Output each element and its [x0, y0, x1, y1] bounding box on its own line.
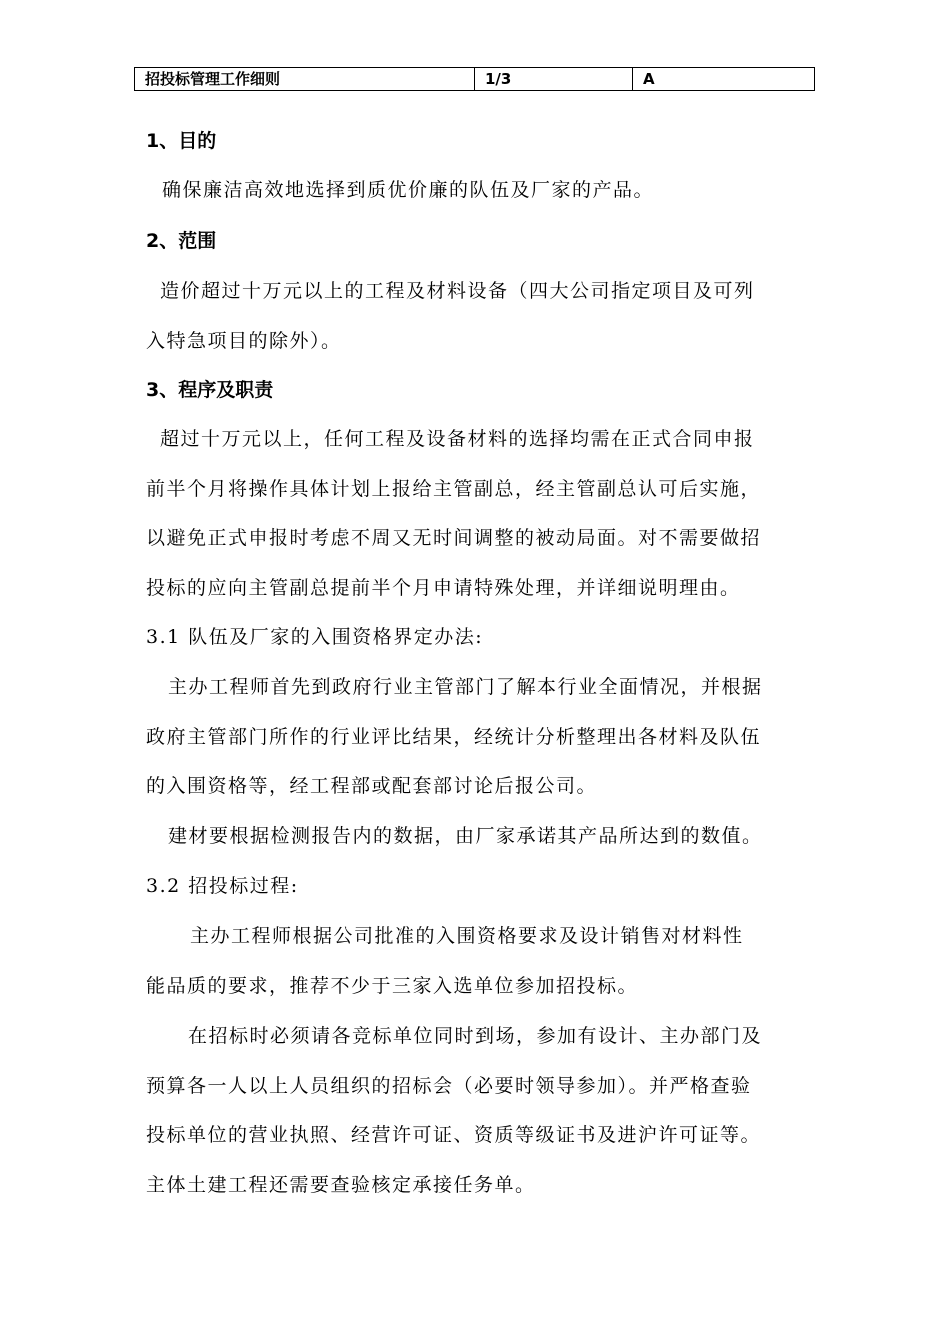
text-line: 建材要根据检测报告内的数据，由厂家承诺其产品所达到的数值。: [168, 825, 763, 847]
text-line: 预算各一人以上人员组织的招标会（必要时领导参加）。并严格查验: [146, 1074, 752, 1097]
section-1-heading: 1、目的: [146, 130, 217, 152]
text-line: 超过十万元以上，任何工程及设备材料的选择均需在正式合同申报: [160, 428, 755, 450]
subsection-3-2-para-2: [146, 1012, 762, 1210]
text-line: 政府主管部门所作的行业评比结果，经统计分析整理出各材料及队伍: [146, 725, 762, 748]
section-1-body: [162, 166, 654, 216]
text-line: 的入围资格等，经工程部或配套部讨论后报公司。: [146, 775, 598, 798]
text-line: 以避免正式申报时考虑不周又无时间调整的被动局面。对不需要做招: [146, 527, 762, 550]
subsection-3-1-title: [146, 613, 483, 663]
section-2-body: [146, 267, 755, 366]
section-2-heading: 2、范围: [146, 230, 217, 252]
text-line: 在招标时必须请各竞标单位同时到场，参加有设计、主办部门及: [188, 1025, 763, 1047]
text-line: 确保廉洁高效地选择到质优价廉的队伍及厂家的产品。: [162, 179, 655, 201]
header-title: 招投标管理工作细则: [135, 68, 475, 90]
subsection-3-2-title: [146, 862, 299, 912]
text-line: 前半个月将操作具体计划上报给主管副总，经主管副总认可后实施，: [146, 477, 762, 500]
subsection-3-1-para-1: [146, 663, 763, 812]
section-3-heading: 3、程序及职责: [146, 379, 274, 401]
text-line: 投标单位的营业执照、经营许可证、资质等级证书及进沪许可证等。: [146, 1124, 762, 1147]
header-version: A: [643, 70, 655, 88]
text-line: 造价超过十万元以上的工程及材料设备（四大公司指定项目及可列: [160, 280, 755, 302]
header-page-number: 1/3: [475, 68, 633, 90]
subsection-title: 3.2 招投标过程:: [146, 875, 299, 897]
subsection-3-2-para-1: [146, 912, 744, 1011]
text-line: 主办工程师根据公司批准的入围资格要求及设计销售对材料性: [190, 925, 744, 947]
text-line: 投标的应向主管副总提前半个月申请特殊处理，并详细说明理由。: [146, 576, 741, 599]
subsection-3-1-para-2: [168, 812, 763, 862]
text-line: 入特急项目的除外）。: [146, 329, 342, 352]
section-3-body: [146, 415, 761, 613]
subsection-title: 3.1 队伍及厂家的入围资格界定办法:: [146, 626, 484, 648]
header-table: [134, 67, 815, 91]
text-line: 主办工程师首先到政府行业主管部门了解本行业全面情况，并根据: [168, 676, 763, 698]
text-line: 能品质的要求，推荐不少于三家入选单位参加招投标。: [146, 974, 639, 997]
text-line: 主体土建工程还需要查验核定承接任务单。: [146, 1173, 536, 1196]
